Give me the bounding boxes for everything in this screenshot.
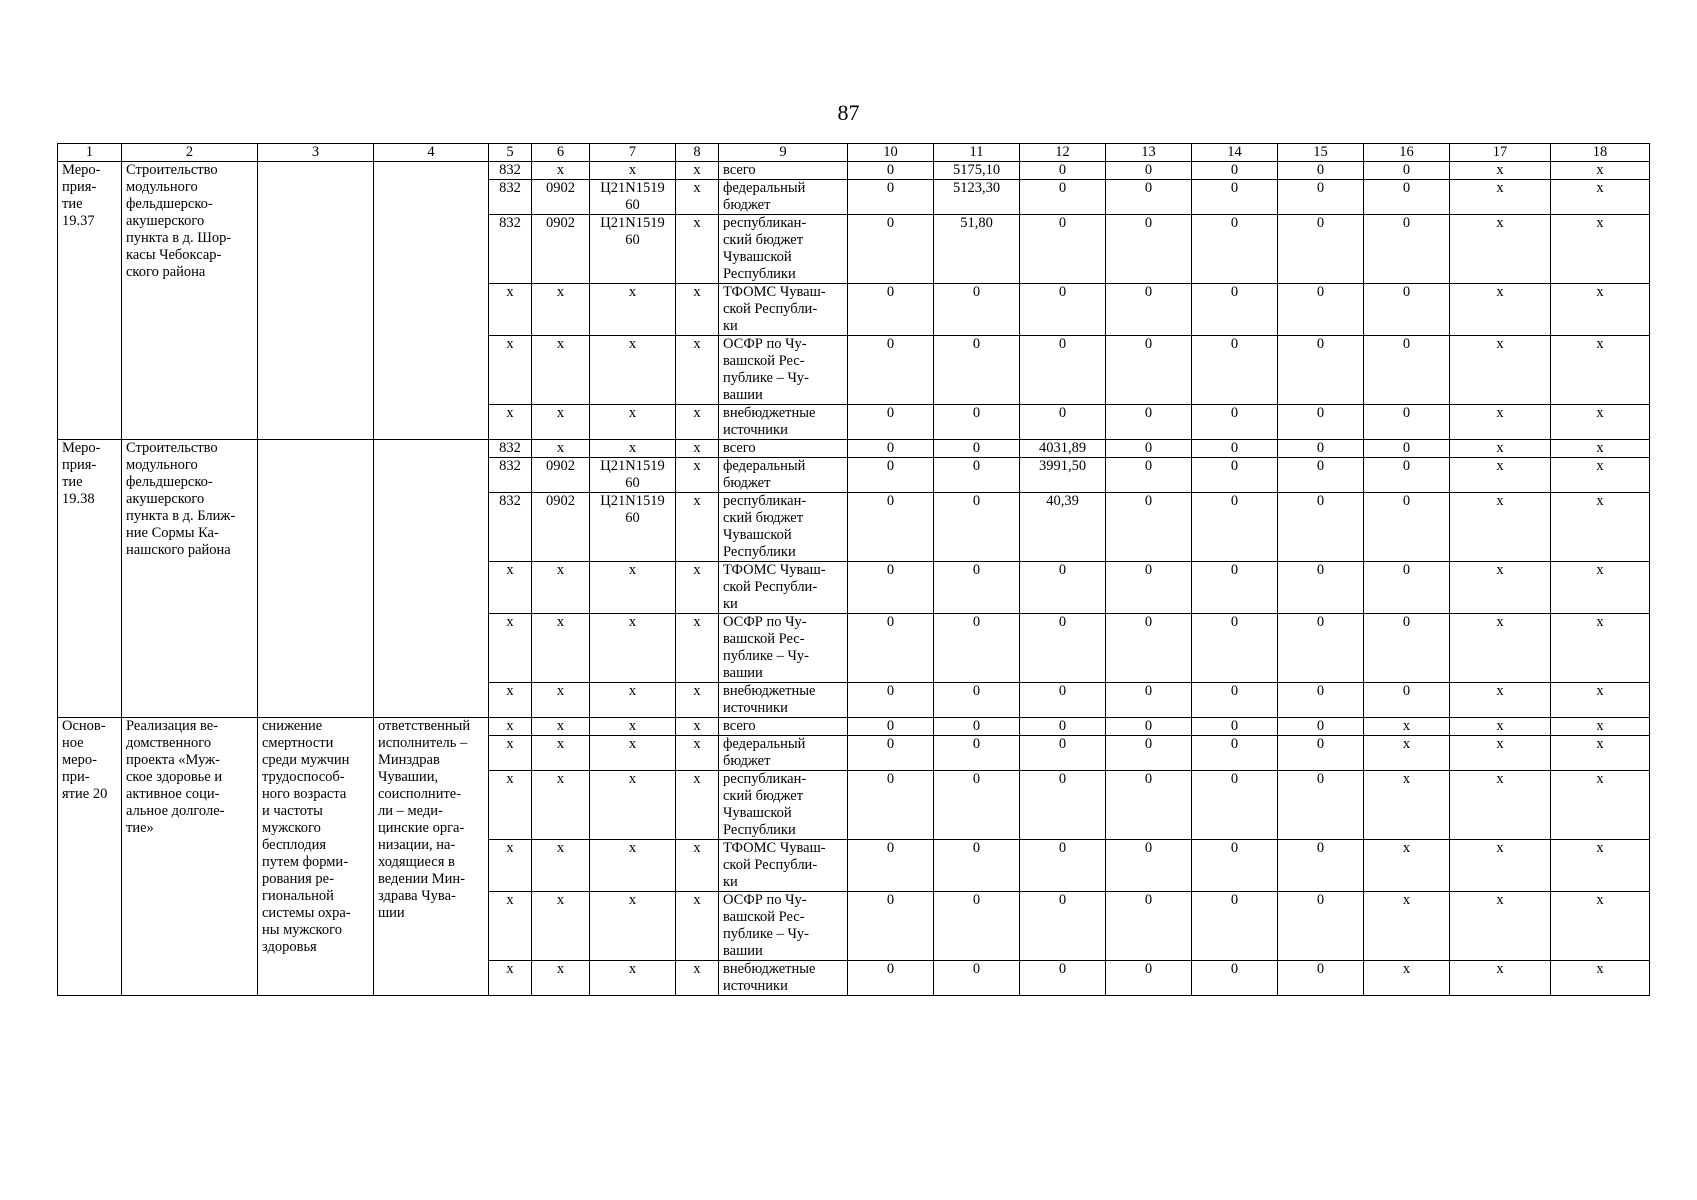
column-header-17: 17 [1450, 144, 1551, 162]
grbs-code-cell: 832 [489, 180, 532, 215]
value-cell-col-17: х [1450, 458, 1551, 493]
value-cell-col-15: 0 [1278, 683, 1364, 718]
value-cell-col-17: х [1450, 718, 1551, 736]
value-cell-col-11: 0 [934, 771, 1020, 840]
target-article-cell: х [590, 718, 676, 736]
target-article-cell: х [590, 840, 676, 892]
value-cell-col-15: 0 [1278, 718, 1364, 736]
funding-source-cell: ОСФР по Чу- вашской Рес- публике – Чу- вашии [719, 614, 848, 683]
funding-source-cell: федеральный бюджет [719, 458, 848, 493]
value-cell-col-15: 0 [1278, 892, 1364, 961]
column-header-7: 7 [590, 144, 676, 162]
value-cell-col-11: 51,80 [934, 215, 1020, 284]
value-cell-col-14: 0 [1192, 284, 1278, 336]
value-cell-col-12: 0 [1020, 215, 1106, 284]
grbs-code-cell: х [489, 771, 532, 840]
grbs-code-cell: х [489, 683, 532, 718]
target-article-cell: Ц21N1519 60 [590, 458, 676, 493]
column-header-13: 13 [1106, 144, 1192, 162]
value-cell-col-17: х [1450, 284, 1551, 336]
value-cell-col-12: 3991,50 [1020, 458, 1106, 493]
target-article-cell: х [590, 440, 676, 458]
grbs-code-cell: 832 [489, 440, 532, 458]
value-cell-col-11: 0 [934, 840, 1020, 892]
column-header-18: 18 [1551, 144, 1650, 162]
funding-source-cell: федеральный бюджет [719, 736, 848, 771]
value-cell-col-10: 0 [848, 892, 934, 961]
value-cell-col-18: х [1551, 180, 1650, 215]
section-code-cell: 0902 [532, 493, 590, 562]
value-cell-col-17: х [1450, 440, 1551, 458]
value-cell-col-11: 0 [934, 284, 1020, 336]
value-cell-col-16: 0 [1364, 458, 1450, 493]
column-number-row [58, 144, 1650, 162]
event-name-cell: Строительство модульного фельдшерско- акушерского пункта в д. Ближ- ние Сормы Ка- нашского района [122, 440, 258, 718]
grbs-code-cell: х [489, 284, 532, 336]
value-cell-col-13: 0 [1106, 493, 1192, 562]
value-cell-col-12: 0 [1020, 892, 1106, 961]
value-cell-col-15: 0 [1278, 961, 1364, 996]
value-cell-col-12: 0 [1020, 162, 1106, 180]
section-code-cell: х [532, 440, 590, 458]
value-cell-col-16: 0 [1364, 562, 1450, 614]
target-article-cell: Ц21N1519 60 [590, 493, 676, 562]
value-cell-col-11: 0 [934, 336, 1020, 405]
value-cell-col-15: 0 [1278, 284, 1364, 336]
column-header-3: 3 [258, 144, 374, 162]
section-code-cell: х [532, 336, 590, 405]
value-cell-col-12: 0 [1020, 336, 1106, 405]
target-article-cell: х [590, 405, 676, 440]
section-code-cell: х [532, 771, 590, 840]
target-article-cell: х [590, 961, 676, 996]
value-cell-col-12: 0 [1020, 562, 1106, 614]
table-row [58, 440, 1650, 458]
value-cell-col-15: 0 [1278, 440, 1364, 458]
value-cell-col-11: 0 [934, 683, 1020, 718]
section-code-cell: х [532, 840, 590, 892]
target-article-cell: х [590, 736, 676, 771]
value-cell-col-17: х [1450, 162, 1551, 180]
value-cell-col-14: 0 [1192, 336, 1278, 405]
value-cell-col-13: 0 [1106, 562, 1192, 614]
value-cell-col-11: 0 [934, 458, 1020, 493]
target-article-cell: х [590, 284, 676, 336]
value-cell-col-12: 0 [1020, 405, 1106, 440]
expense-type-cell: х [676, 440, 719, 458]
section-code-cell: х [532, 718, 590, 736]
funding-source-cell: ТФОМС Чуваш- ской Республи- ки [719, 284, 848, 336]
value-cell-col-14: 0 [1192, 771, 1278, 840]
value-cell-col-18: х [1551, 458, 1650, 493]
section-code-cell: х [532, 892, 590, 961]
value-cell-col-13: 0 [1106, 440, 1192, 458]
value-cell-col-13: 0 [1106, 180, 1192, 215]
grbs-code-cell: 832 [489, 458, 532, 493]
executor-cell: ответственный исполнитель – Минздрав Чувашии, соисполните- ли – меди- цинские орга- низации, на- ходящиеся в ведении Мин- здрава Чува- шии [374, 718, 489, 996]
value-cell-col-18: х [1551, 840, 1650, 892]
expense-type-cell: х [676, 458, 719, 493]
value-cell-col-15: 0 [1278, 405, 1364, 440]
expense-type-cell: х [676, 961, 719, 996]
value-cell-col-12: 0 [1020, 771, 1106, 840]
value-cell-col-17: х [1450, 771, 1551, 840]
event-code-cell: Основ- ное меро- при- ятие 20 [58, 718, 122, 996]
value-cell-col-18: х [1551, 771, 1650, 840]
funding-source-cell: республикан- ский бюджет Чувашской Республики [719, 771, 848, 840]
section-code-cell: 0902 [532, 180, 590, 215]
value-cell-col-16: 0 [1364, 284, 1450, 336]
value-cell-col-15: 0 [1278, 180, 1364, 215]
value-cell-col-12: 0 [1020, 840, 1106, 892]
value-cell-col-11: 0 [934, 614, 1020, 683]
section-code-cell: х [532, 961, 590, 996]
event-code-cell: Меро- прия- тие 19.38 [58, 440, 122, 718]
value-cell-col-17: х [1450, 215, 1551, 284]
value-cell-col-14: 0 [1192, 440, 1278, 458]
expected-result-cell [258, 162, 374, 440]
value-cell-col-15: 0 [1278, 458, 1364, 493]
expense-type-cell: х [676, 493, 719, 562]
value-cell-col-17: х [1450, 493, 1551, 562]
value-cell-col-15: 0 [1278, 493, 1364, 562]
value-cell-col-13: 0 [1106, 771, 1192, 840]
value-cell-col-16: х [1364, 840, 1450, 892]
value-cell-col-15: 0 [1278, 614, 1364, 683]
value-cell-col-18: х [1551, 736, 1650, 771]
value-cell-col-11: 5175,10 [934, 162, 1020, 180]
target-article-cell: х [590, 683, 676, 718]
value-cell-col-14: 0 [1192, 840, 1278, 892]
value-cell-col-12: 0 [1020, 284, 1106, 336]
expense-type-cell: х [676, 162, 719, 180]
value-cell-col-15: 0 [1278, 336, 1364, 405]
value-cell-col-13: 0 [1106, 284, 1192, 336]
target-article-cell: х [590, 614, 676, 683]
value-cell-col-10: 0 [848, 614, 934, 683]
value-cell-col-16: 0 [1364, 215, 1450, 284]
value-cell-col-11: 0 [934, 718, 1020, 736]
target-article-cell: х [590, 336, 676, 405]
value-cell-col-16: 0 [1364, 614, 1450, 683]
value-cell-col-10: 0 [848, 336, 934, 405]
expense-type-cell: х [676, 215, 719, 284]
value-cell-col-12: 0 [1020, 736, 1106, 771]
expense-type-cell: х [676, 736, 719, 771]
funding-source-cell: ОСФР по Чу- вашской Рес- публике – Чу- вашии [719, 892, 848, 961]
value-cell-col-12: 0 [1020, 180, 1106, 215]
value-cell-col-13: 0 [1106, 405, 1192, 440]
value-cell-col-18: х [1551, 162, 1650, 180]
executor-cell [374, 162, 489, 440]
value-cell-col-15: 0 [1278, 562, 1364, 614]
value-cell-col-18: х [1551, 493, 1650, 562]
value-cell-col-17: х [1450, 961, 1551, 996]
expense-type-cell: х [676, 562, 719, 614]
grbs-code-cell: х [489, 562, 532, 614]
grbs-code-cell: 832 [489, 493, 532, 562]
value-cell-col-12: 4031,89 [1020, 440, 1106, 458]
value-cell-col-17: х [1450, 336, 1551, 405]
expense-type-cell: х [676, 840, 719, 892]
expected-result-cell [258, 440, 374, 718]
table-body [58, 144, 1650, 996]
value-cell-col-14: 0 [1192, 683, 1278, 718]
value-cell-col-10: 0 [848, 961, 934, 996]
executor-cell [374, 440, 489, 718]
target-article-cell: х [590, 892, 676, 961]
value-cell-col-10: 0 [848, 215, 934, 284]
column-header-8: 8 [676, 144, 719, 162]
value-cell-col-15: 0 [1278, 215, 1364, 284]
value-cell-col-10: 0 [848, 771, 934, 840]
value-cell-col-13: 0 [1106, 458, 1192, 493]
column-header-12: 12 [1020, 144, 1106, 162]
value-cell-col-18: х [1551, 961, 1650, 996]
value-cell-col-12: 40,39 [1020, 493, 1106, 562]
value-cell-col-11: 0 [934, 961, 1020, 996]
value-cell-col-10: 0 [848, 458, 934, 493]
value-cell-col-13: 0 [1106, 215, 1192, 284]
target-article-cell: Ц21N1519 60 [590, 180, 676, 215]
value-cell-col-14: 0 [1192, 215, 1278, 284]
expected-result-cell: снижение смертности среди мужчин трудоспособ- ного возраста и частоты мужского бесплодия путем форми- рования ре- гиональной системы охра- ны мужского здоровья [258, 718, 374, 996]
value-cell-col-10: 0 [848, 493, 934, 562]
value-cell-col-12: 0 [1020, 614, 1106, 683]
target-article-cell: х [590, 162, 676, 180]
expense-type-cell: х [676, 718, 719, 736]
value-cell-col-17: х [1450, 614, 1551, 683]
section-code-cell: х [532, 284, 590, 336]
funding-source-cell: внебюджетные источники [719, 683, 848, 718]
value-cell-col-11: 0 [934, 736, 1020, 771]
value-cell-col-17: х [1450, 736, 1551, 771]
value-cell-col-16: 0 [1364, 405, 1450, 440]
value-cell-col-17: х [1450, 405, 1551, 440]
expense-type-cell: х [676, 614, 719, 683]
expense-type-cell: х [676, 284, 719, 336]
value-cell-col-10: 0 [848, 180, 934, 215]
grbs-code-cell: 832 [489, 162, 532, 180]
column-header-16: 16 [1364, 144, 1450, 162]
value-cell-col-16: 0 [1364, 336, 1450, 405]
page-number: 87 [837, 100, 860, 125]
value-cell-col-17: х [1450, 683, 1551, 718]
column-header-5: 5 [489, 144, 532, 162]
target-article-cell: Ц21N1519 60 [590, 215, 676, 284]
table-row [58, 718, 1650, 736]
value-cell-col-18: х [1551, 440, 1650, 458]
value-cell-col-17: х [1450, 180, 1551, 215]
value-cell-col-16: 0 [1364, 180, 1450, 215]
value-cell-col-14: 0 [1192, 892, 1278, 961]
value-cell-col-14: 0 [1192, 162, 1278, 180]
funding-source-cell: всего [719, 440, 848, 458]
value-cell-col-11: 0 [934, 892, 1020, 961]
value-cell-col-12: 0 [1020, 683, 1106, 718]
event-name-cell: Строительство модульного фельдшерско- акушерского пункта в д. Шор- касы Чебоксар- ского района [122, 162, 258, 440]
value-cell-col-18: х [1551, 215, 1650, 284]
section-code-cell: х [532, 683, 590, 718]
funding-source-cell: всего [719, 162, 848, 180]
value-cell-col-13: 0 [1106, 840, 1192, 892]
value-cell-col-16: 0 [1364, 162, 1450, 180]
value-cell-col-14: 0 [1192, 718, 1278, 736]
value-cell-col-16: х [1364, 961, 1450, 996]
value-cell-col-17: х [1450, 840, 1551, 892]
funding-source-cell: ОСФР по Чу- вашской Рес- публике – Чу- вашии [719, 336, 848, 405]
value-cell-col-14: 0 [1192, 562, 1278, 614]
funding-source-cell: всего [719, 718, 848, 736]
value-cell-col-10: 0 [848, 284, 934, 336]
value-cell-col-18: х [1551, 336, 1650, 405]
value-cell-col-10: 0 [848, 440, 934, 458]
event-code-cell: Меро- прия- тие 19.37 [58, 162, 122, 440]
value-cell-col-12: 0 [1020, 961, 1106, 996]
funding-source-cell: ТФОМС Чуваш- ской Республи- ки [719, 562, 848, 614]
value-cell-col-13: 0 [1106, 736, 1192, 771]
value-cell-col-14: 0 [1192, 458, 1278, 493]
value-cell-col-11: 5123,30 [934, 180, 1020, 215]
section-code-cell: х [532, 736, 590, 771]
value-cell-col-11: 0 [934, 405, 1020, 440]
value-cell-col-10: 0 [848, 718, 934, 736]
event-name-cell: Реализация ве- домственного проекта «Муж- ское здоровье и активное соци- альное долголе- тие» [122, 718, 258, 996]
grbs-code-cell: х [489, 614, 532, 683]
grbs-code-cell: х [489, 961, 532, 996]
value-cell-col-15: 0 [1278, 162, 1364, 180]
section-code-cell: х [532, 405, 590, 440]
expense-type-cell: х [676, 771, 719, 840]
value-cell-col-14: 0 [1192, 405, 1278, 440]
value-cell-col-13: 0 [1106, 162, 1192, 180]
section-code-cell: х [532, 162, 590, 180]
target-article-cell: х [590, 771, 676, 840]
column-header-4: 4 [374, 144, 489, 162]
column-header-9: 9 [719, 144, 848, 162]
value-cell-col-16: х [1364, 892, 1450, 961]
value-cell-col-15: 0 [1278, 736, 1364, 771]
value-cell-col-13: 0 [1106, 683, 1192, 718]
column-header-15: 15 [1278, 144, 1364, 162]
value-cell-col-13: 0 [1106, 614, 1192, 683]
value-cell-col-16: х [1364, 771, 1450, 840]
value-cell-col-16: 0 [1364, 493, 1450, 562]
grbs-code-cell: х [489, 336, 532, 405]
column-header-14: 14 [1192, 144, 1278, 162]
grbs-code-cell: х [489, 405, 532, 440]
funding-source-cell: федеральный бюджет [719, 180, 848, 215]
grbs-code-cell: х [489, 840, 532, 892]
value-cell-col-17: х [1450, 562, 1551, 614]
funding-source-cell: республикан- ский бюджет Чувашской Республики [719, 493, 848, 562]
value-cell-col-12: 0 [1020, 718, 1106, 736]
value-cell-col-11: 0 [934, 440, 1020, 458]
value-cell-col-13: 0 [1106, 961, 1192, 996]
value-cell-col-13: 0 [1106, 892, 1192, 961]
value-cell-col-18: х [1551, 562, 1650, 614]
value-cell-col-18: х [1551, 614, 1650, 683]
section-code-cell: х [532, 562, 590, 614]
grbs-code-cell: х [489, 718, 532, 736]
value-cell-col-16: 0 [1364, 440, 1450, 458]
value-cell-col-10: 0 [848, 162, 934, 180]
value-cell-col-11: 0 [934, 562, 1020, 614]
value-cell-col-10: 0 [848, 840, 934, 892]
column-header-1: 1 [58, 144, 122, 162]
value-cell-col-18: х [1551, 892, 1650, 961]
value-cell-col-11: 0 [934, 493, 1020, 562]
column-header-6: 6 [532, 144, 590, 162]
budget-table [57, 143, 1650, 996]
column-header-11: 11 [934, 144, 1020, 162]
value-cell-col-14: 0 [1192, 614, 1278, 683]
value-cell-col-16: х [1364, 718, 1450, 736]
section-code-cell: х [532, 614, 590, 683]
value-cell-col-10: 0 [848, 562, 934, 614]
expense-type-cell: х [676, 892, 719, 961]
expense-type-cell: х [676, 336, 719, 405]
expense-type-cell: х [676, 683, 719, 718]
value-cell-col-15: 0 [1278, 771, 1364, 840]
funding-source-cell: республикан- ский бюджет Чувашской Республики [719, 215, 848, 284]
value-cell-col-18: х [1551, 683, 1650, 718]
value-cell-col-10: 0 [848, 736, 934, 771]
funding-source-cell: внебюджетные источники [719, 961, 848, 996]
table-row [58, 162, 1650, 180]
value-cell-col-14: 0 [1192, 493, 1278, 562]
grbs-code-cell: х [489, 736, 532, 771]
grbs-code-cell: х [489, 892, 532, 961]
target-article-cell: х [590, 562, 676, 614]
funding-source-cell: ТФОМС Чуваш- ской Республи- ки [719, 840, 848, 892]
value-cell-col-10: 0 [848, 683, 934, 718]
value-cell-col-16: х [1364, 736, 1450, 771]
value-cell-col-18: х [1551, 718, 1650, 736]
section-code-cell: 0902 [532, 215, 590, 284]
value-cell-col-14: 0 [1192, 180, 1278, 215]
value-cell-col-14: 0 [1192, 736, 1278, 771]
value-cell-col-18: х [1551, 405, 1650, 440]
expense-type-cell: х [676, 405, 719, 440]
grbs-code-cell: 832 [489, 215, 532, 284]
expense-type-cell: х [676, 180, 719, 215]
column-header-2: 2 [122, 144, 258, 162]
value-cell-col-10: 0 [848, 405, 934, 440]
value-cell-col-15: 0 [1278, 840, 1364, 892]
value-cell-col-17: х [1450, 892, 1551, 961]
column-header-10: 10 [848, 144, 934, 162]
value-cell-col-13: 0 [1106, 336, 1192, 405]
funding-source-cell: внебюджетные источники [719, 405, 848, 440]
value-cell-col-14: 0 [1192, 961, 1278, 996]
section-code-cell: 0902 [532, 458, 590, 493]
value-cell-col-18: х [1551, 284, 1650, 336]
value-cell-col-13: 0 [1106, 718, 1192, 736]
value-cell-col-16: 0 [1364, 683, 1450, 718]
